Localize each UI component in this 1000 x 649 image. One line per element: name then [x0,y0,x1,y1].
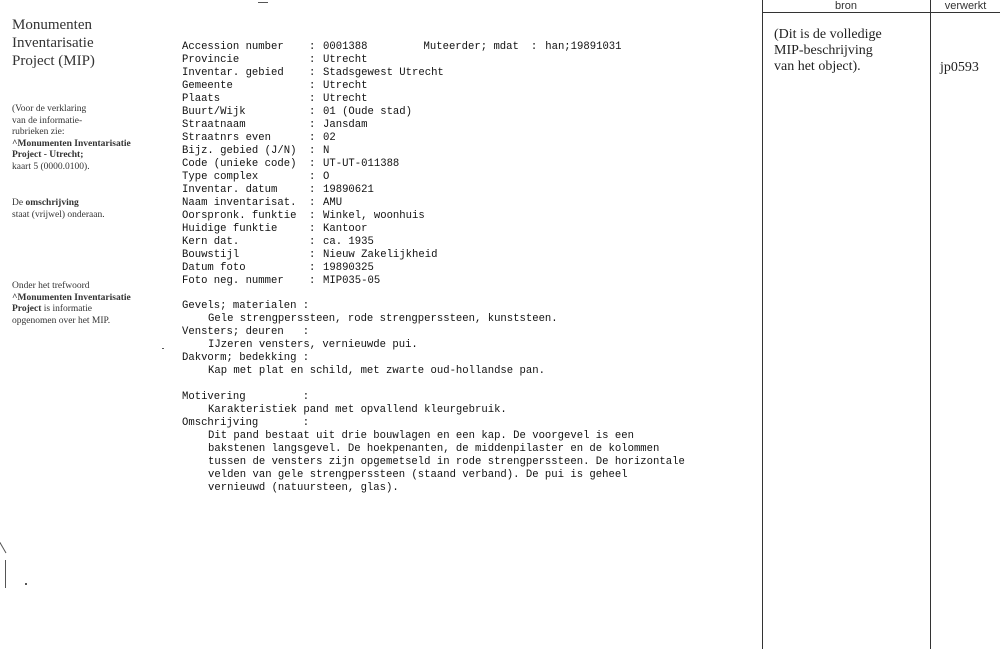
field-list [182,54,752,288]
field-label: Inventar. datum [182,184,278,196]
omschrijving-line: velden van gele strengperssteen (staand verband). De pui is geheel [208,469,628,481]
verwerkt-column-divider [930,0,931,649]
field-label: Straatnaam [182,119,246,131]
gevels-heading: Gevels; materialen : [182,300,310,312]
field-row: Naam inventarisat. : AMU [182,197,343,209]
field-label: Accession number [182,41,284,53]
bron-header: bron [834,0,858,12]
field-row: Oorspronk. funktie : Winkel, woonhuis [182,210,425,222]
field-row: Straatnaam : Jansdam [182,119,368,131]
field-value: Jansdam [323,119,368,131]
field-label: Naam inventarisat. [182,197,297,209]
omschrijving-heading: Omschrijving : [182,417,310,429]
scan-mark [0,541,6,554]
dakvorm-text: Kap met plat en schild, met zwarte oud-hollandse pan. [208,365,545,377]
omschrijving-line: Dit pand bestaat uit drie bouwlagen en een kap. De voorgevel is een [208,430,634,442]
reference-note-bold: Project - Utrecht; [12,150,84,161]
scan-mark [162,348,164,349]
description-note [12,198,162,221]
scan-mark [5,560,6,588]
field-label: Kern dat. [182,236,240,248]
field-row: Provincie : Utrecht [182,54,368,66]
keyword-note [12,281,162,327]
field-value: Utrecht [323,80,368,92]
bron-column-divider [762,0,763,649]
reference-note-line: kaart 5 (0000.0100). [12,161,90,172]
field-label: Provincie [182,54,240,66]
field-value: Nieuw Zakelijkheid [323,249,438,261]
reference-note-line: rubrieken zie: [12,127,65,138]
field-row: Type complex : O [182,171,330,183]
mip-title-line: Monumenten [12,17,92,33]
field-row: Buurt/Wijk : 01 (Oude stad) [182,106,413,118]
field-label: Code (unieke code) [182,158,297,170]
field-value: Utrecht [323,54,368,66]
field-label: Datum foto [182,262,246,274]
field-row: Kern dat. : ca. 1935 [182,236,374,248]
description-note-bold: omschrijving [25,198,79,208]
field-value: ca. 1935 [323,236,374,248]
field-value: Stadsgewest Utrecht [323,67,444,79]
description-note-line: staat (vrijwel) onderaan. [12,209,105,220]
accession-row: Accession number : 0001388 Muteerder; mdat : han;19891031 [182,41,622,53]
field-row: Inventar. gebied : Stadsgewest Utrecht [182,67,444,79]
verwerkt-header: verwerkt [944,0,987,12]
field-row: Gemeente : Utrecht [182,80,368,92]
scan-mark [258,2,268,3]
field-label: Plaats [182,93,221,105]
field-row: Inventar. datum : 19890621 [182,184,374,196]
keyword-note-bold: ^Monumenten Inventarisatie [12,292,131,303]
gevels-text: Gele strengperssteen, rode strengperssteen, kunststeen. [208,313,558,325]
motivering-text: Karakteristiek pand met opvallend kleurgebruik. [208,404,507,416]
field-row: Foto neg. nummer : MIP035-05 [182,275,381,287]
motivering-heading: Motivering : [182,391,310,403]
field-label: Inventar. gebied [182,67,284,79]
field-label: Straatnrs even [182,132,272,144]
omschrijving-line: tussen de vensters zijn opgemetseld in rode strengperssteen. De horizontale [208,456,685,468]
field-row: Bijz. gebied (J/N) : N [182,145,330,157]
field-label: Oorspronk. funktie [182,210,297,222]
omschrijving-line: bakstenen langsgevel. De hoekpenanten, de middenpilaster en de kolommen [208,443,660,455]
muteerder-value: han;19891031 [545,41,622,53]
bron-note [774,27,924,75]
field-label: Buurt/Wijk [182,106,246,118]
field-row: Datum foto : 19890325 [182,262,374,274]
field-row: Plaats : Utrecht [182,93,368,105]
field-value: MIP035-05 [323,275,381,287]
mip-title [12,16,162,70]
record-block [182,41,752,495]
reference-note-line: (Voor de verklaring [12,104,87,114]
field-value: 01 (Oude stad) [323,106,413,118]
field-value: 19890325 [323,262,374,274]
field-value: 02 [323,132,336,144]
mip-title-line: Project (MIP) [12,53,95,69]
field-label: Type complex [182,171,259,183]
keyword-note-text: is informatie [41,304,93,315]
keyword-note-line: opgenomen over het MIP. [12,315,111,326]
field-value: Winkel, woonhuis [323,210,425,222]
bron-line: MIP-beschrijving [774,43,873,58]
reference-note-line: van de informatie- [12,115,83,126]
omschrijving-line: vernieuwd (natuursteen, glas). [208,482,399,494]
field-label: Bijz. gebied (J/N) [182,145,297,157]
field-value: UT-UT-011388 [323,158,400,170]
field-row: Straatnrs even : 02 [182,132,336,144]
keyword-note-line: Onder het trefwoord [12,281,90,291]
mip-title-line: Inventarisatie [12,35,94,51]
bron-line: van het object). [774,59,861,74]
field-label: Huidige funktie [182,223,278,235]
field-value: O [323,171,330,183]
verwerkt-value: jp0593 [940,60,979,75]
vensters-heading: Vensters; deuren : [182,326,310,338]
scan-mark [25,583,27,585]
header-rule [762,12,1000,13]
field-label: Gemeente [182,80,233,92]
description-note-text: De [12,198,26,208]
field-value: AMU [323,197,343,209]
muteerder-label: Muteerder; mdat [423,41,519,53]
field-row: Huidige funktie : Kantoor [182,223,368,235]
field-row: Code (unieke code) : UT-UT-011388 [182,158,400,170]
field-value: Kantoor [323,223,368,235]
field-value: 19890621 [323,184,374,196]
keyword-note-bold: Project [12,304,42,315]
bron-line: (Dit is de volledige [774,27,882,42]
field-value: N [323,145,330,157]
dakvorm-heading: Dakvorm; bedekking : [182,352,310,364]
reference-note-bold: ^Monumenten Inventarisatie [12,138,131,149]
vensters-text: IJzeren vensters, vernieuwde pui. [208,339,418,351]
field-label: Foto neg. nummer [182,275,284,287]
reference-note [12,104,162,174]
field-value: Utrecht [323,93,368,105]
field-label: Bouwstijl [182,249,240,261]
field-value: 0001388 [323,41,368,53]
field-row: Bouwstijl : Nieuw Zakelijkheid [182,249,438,261]
